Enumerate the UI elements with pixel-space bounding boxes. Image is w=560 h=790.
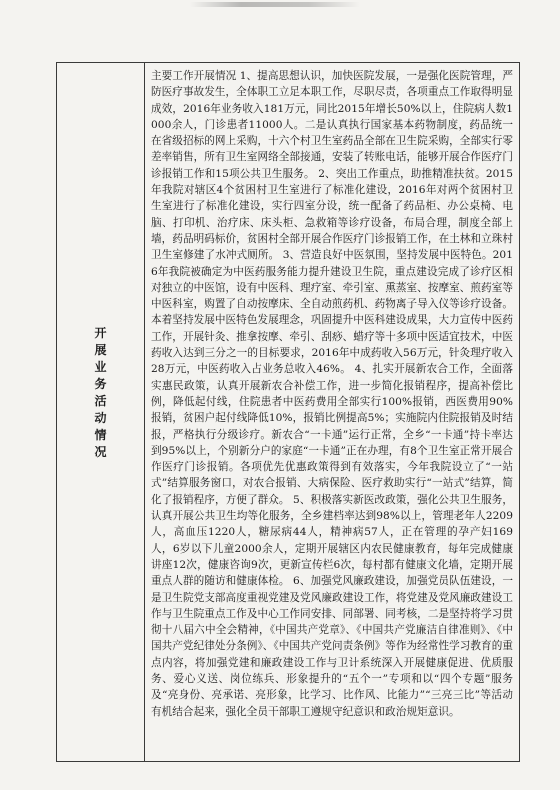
section-label: 开展业务活动情况	[94, 326, 107, 459]
activity-report-table	[56, 62, 520, 762]
activity-description: 主要工作开展情况 1、提高思想认识，加快医院发展，一是强化医院管理，严防医疗事故发生，全体职工立足本职工作，尽职尽责，各项重点工作取得明显成效，2016年业务收入181万元，同比2015年增长50%以上，住院病人数1000余人，门诊患者11000人。二是认真执行国家基本药物制度，药品统一在省级招标的网上采购，十六个村卫生室药品全部在卫生院采购，全部实行零差率销售，所有卫生室网络全部接通，安装了转账电话，能够开展合作医疗门诊报销工作和15项公共卫生服务。 2、突出工作重点，助推精准扶贫。2015年我院对辖区4个贫困村卫生室进行了标准化建设，2016年对两个贫困村卫生室进行了标准化建设，实行四室分设，统一配备了药品柜、办公桌椅、电脑、打印机、治疗床、床头柜、急救箱等诊疗设备，布局合理，制度全部上墙，药品明码标价，贫困村全部开展合作医疗门诊报销工作，在土林和立珠村卫生室修建了水冲式厕所。 3、营造良好中医氛围，坚持发展中医特色。2016年我院被确定为中医药服务能力提升建设卫生院，重点建设完成了诊疗区相对独立的中医馆，设有中医科、理疗室、牵引室、熏蒸室、按摩室、煎药室等中医科室，购置了自动按摩床、全自动煎药机、药物离子导入仪等诊疗设备。本着坚持发展中医特色发展理念，巩固提升中医科建设成果，大力宣传中医药工作，开展针灸、推拿按摩、牵引、刮痧、蜡疗等十多项中医适宜技术，中医药收入达到三分之一的目标要求，2016年中成药收入56万元，针灸理疗收入28万元，中医药收入占业务总收入46%。 4、扎实开展新农合工作，全面落实惠民政策，认真开展新农合补偿工作，进一步简化报销程序，提高补偿比例，降低起付线，住院患者中医药费用全部实行100%报销，西医费用90%报销，贫困户起付线降低10%，报销比例提高5%；实施院内住院报销及时结报，严格执行分级诊疗。新农合“一卡通”运行正常，全乡“一卡通”持卡率达到95%以上，个别新分户的家庭“一卡通”正在办理，有8个卫生室正常开展合作医疗门诊报销。各项优先优惠政策得到有效落实，今年我院设立了“一站式”结算服务窗口，对农合报销、大病保险、医疗救助实行“一站式”结算，简化了报销程序，方便了群众。 5、积极落实新医改政策，强化公共卫生服务，认真开展公共卫生均等化服务，全乡建档率达到98%以上，管理老年人2209人，高血压1220人，糖尿病44人，精神病57人，正在管理的孕产妇169人，6岁以下儿童2000余人，定期开展辖区内农民健康教育，每年完成健康讲座12次，健康咨询9次，更新宣传栏6次，每村都有健康文化墙，定期开展重点人群的随访和健康体检。 6、加强党风廉政建设，加强党员队伍建设，一是卫生院党支部高度重视党建及党风廉政建设工作，将党建及党风廉政建设工作与卫生院重点工作及中心工作同安排、同部署、同考核，二是坚持将学习贯彻十八届六中全会精神，《中国共产党章》、《中国共产党廉洁自律准则》、《中国共产党纪律处分条例》、《中国共产党问责条例》等作为经常性学习教育的重点内容，将加强党建和廉政建设工作与卫计系统深入开展健康促进、优质服务、爱心义送、岗位练兵、形象提升的“五个一”专项和以“四个专题”服务及“亮身份、亮承诺、亮形象，比学习、比作风、比能力”“三亮三比”等活动有机结合起来，强化全员干部职工遵规守纪意识和政治规矩意识。	[151, 70, 513, 718]
row-label-cell	[57, 63, 145, 761]
row-content-cell	[145, 63, 519, 761]
scan-header-remnant	[190, 2, 360, 7]
